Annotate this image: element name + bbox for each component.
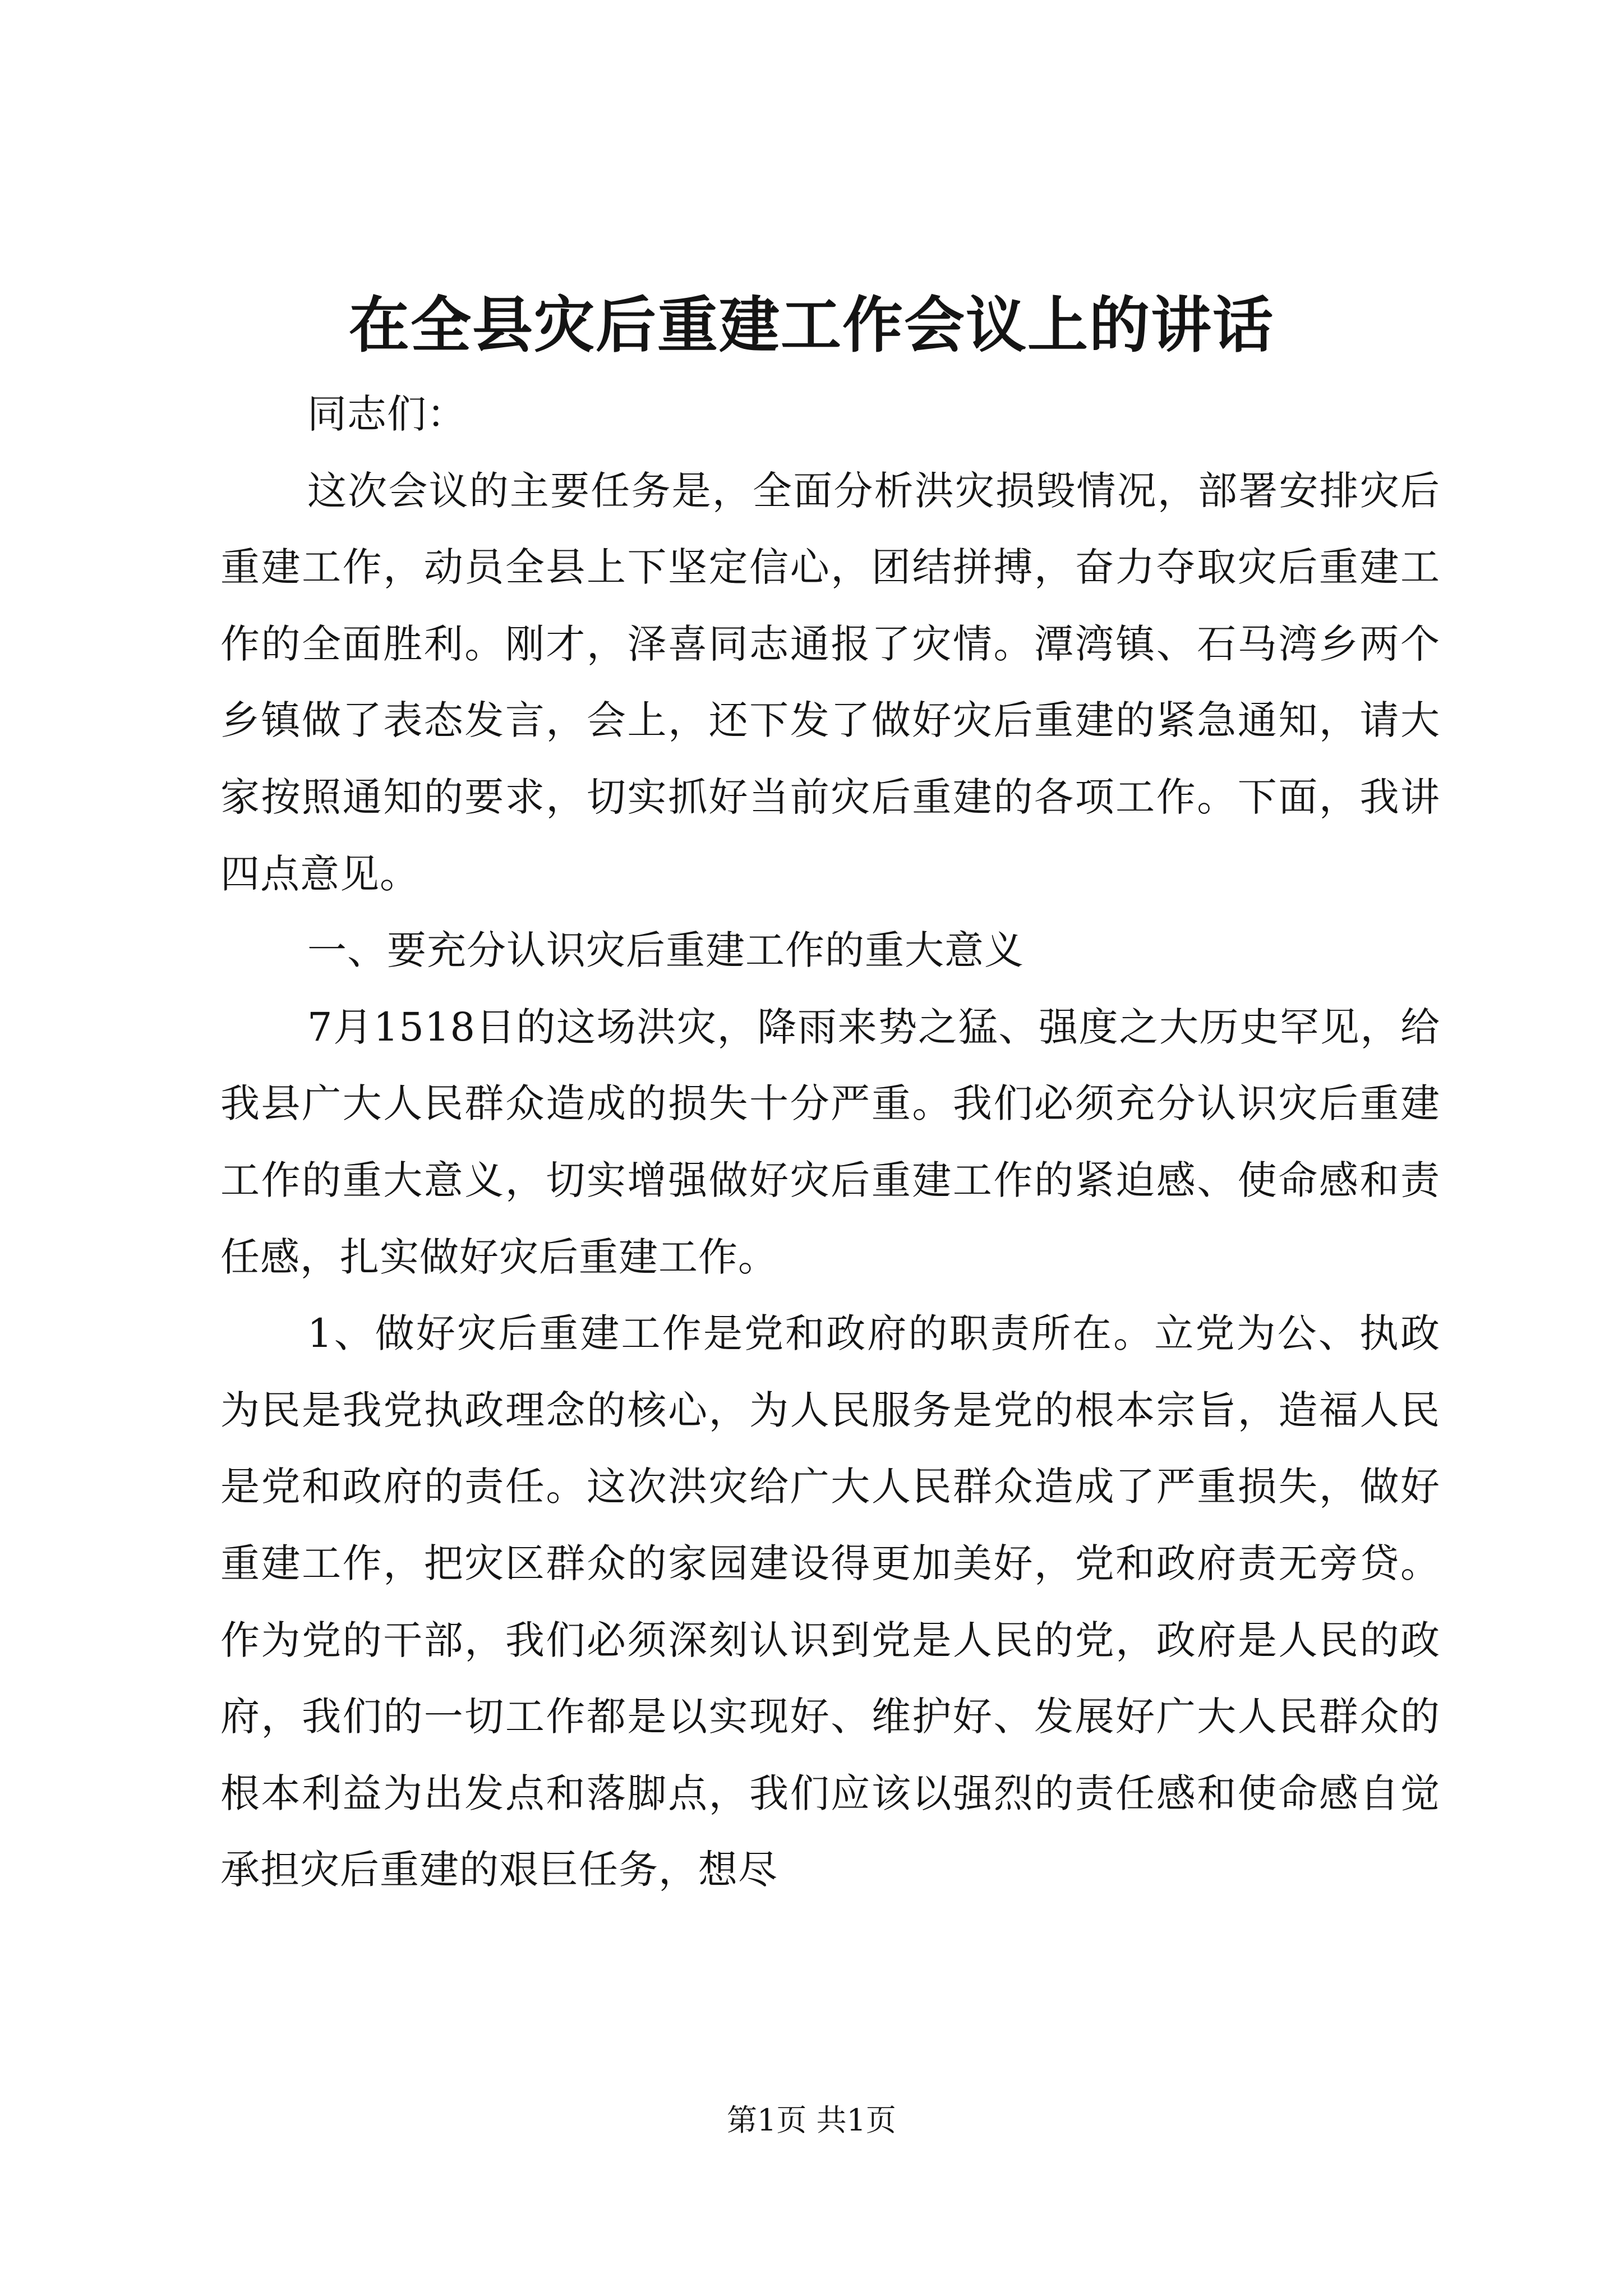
document-title: 在全县灾后重建工作会议上的讲话: [348, 290, 1274, 361]
body-paragraph: 1、做好灾后重建工作是党和政府的职责所在。立党为公、执政为民是我党执政理念的核心，为人民服务是党的根本宗旨，造福人民是党和政府的责任。这次洪灾给广大人民群众造成了严重损失，做好重建工作，把灾区群众的家园建设得更加美好，党和政府责无旁贷。作为党的干部，我们必须深刻认识到党是人民的党，政府是人民的政府，我们的一切工作都是以实现好、维护好、发展好广大人民群众的根本利益为出发点和落脚点，我们应该以强烈的责任感和使命感自觉承担灾后重建的艰巨任务，想尽: [220, 1310, 1440, 1893]
section-heading-1: 一、要充分认识灾后重建工作的重大意义: [307, 927, 1024, 974]
document-body: [220, 376, 1440, 1908]
body-paragraph: 7月1518日的这场洪灾，降雨来势之猛、强度之大历史罕见，给我县广大人民群众造成的损失十分严重。我们必须充分认识灾后重建工作的重大意义，切实增强做好灾后重建工作的紧迫感、使命感和责任感，扎实做好灾后重建工作。: [220, 1004, 1440, 1280]
page-footer: 第1页 共1页: [727, 2102, 896, 2138]
salutation-paragraph: 同志们：: [307, 391, 467, 437]
intro-paragraph: 这次会议的主要任务是，全面分析洪灾损毁情况，部署安排灾后重建工作，动员全县上下坚定信心，团结拼搏，奋力夺取灾后重建工作的全面胜利。刚才，泽喜同志通报了灾情。潭湾镇、石马湾乡两个乡镇做了表态发言，会上，还下发了做好灾后重建的紧急通知，请大家按照通知的要求，切实抓好当前灾后重建的各项工作。下面，我讲四点意见。: [220, 467, 1440, 897]
